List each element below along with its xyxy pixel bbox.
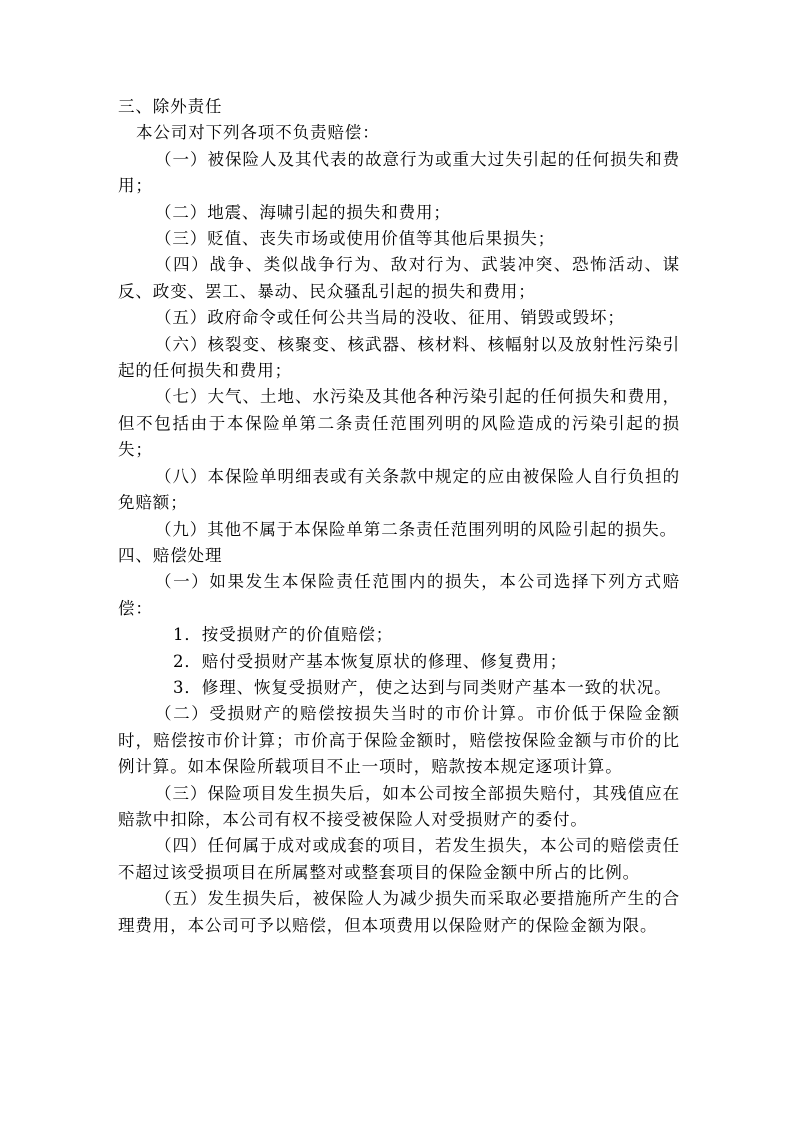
section-heading-exclusions: 三、除外责任 <box>118 97 223 116</box>
exclusion-item: （二）地震、海啸引起的损失和费用； <box>155 202 451 222</box>
exclusion-item: （一）被保险人及其代表的故意行为或重大过失引起的任何损失和费用； <box>118 149 680 196</box>
exclusion-item: （九）其他不属于本保险单第二条责任范围列明的风险引起的损失。 <box>155 519 677 539</box>
claims-clause: （三）保险项目发生损失后，如本公司按全部损失赔付，其残值应在赔款中扣除，本公司有权不接受被保险人对受损财产的委付。 <box>118 783 680 829</box>
claims-subitem: 3．修理、恢复受损财产，使之达到与同类财产基本一致的状况。 <box>173 677 672 697</box>
claims-clause: （一）如果发生本保险责任范围内的损失，本公司选择下列方式赔偿： <box>118 572 680 618</box>
exclusion-item: （四）战争、类似战争行为、敌对行为、武装冲突、恐怖活动、谋反、政变、罢工、暴动、民众骚乱引起的损失和费用； <box>118 255 680 301</box>
document-page <box>118 94 680 939</box>
exclusion-item: （三）贬值、丧失市场或使用价值等其他后果损失； <box>155 229 556 249</box>
exclusion-item: （七）大气、土地、水污染及其他各种污染引起的任何损失和费用，但不包括由于本保险单第二条责任范围列明的风险造成的污染引起的损失； <box>118 387 680 460</box>
claims-clause: （五）发生损失后，被保险人为减少损失而采取必要措施所产生的合理费用，本公司可予以赔偿，但本项费用以保险财产的保险金额为限。 <box>118 889 680 935</box>
claims-subitem: 1．按受损财产的价值赔偿； <box>173 625 394 645</box>
exclusion-item: （八）本保险单明细表或有关条款中规定的应由被保险人自行负担的免赔额； <box>118 466 680 513</box>
exclusion-item: （六）核裂变、核聚变、核武器、核材料、核幅射以及放射性污染引起的任何损失和费用； <box>118 334 680 381</box>
section-heading-claims: 四、赔偿处理 <box>118 545 223 565</box>
exclusions-intro: 本公司对下列各项不负责赔偿： <box>136 123 380 143</box>
claims-clause: （二）受损财产的赔偿按损失当时的市价计算。市价低于保险金额时，赔偿按市价计算；市价高于保险金额时，赔偿按保险金额与市价的比例计算。如本保险所载项目不止一项时，赔款按本规定逐项计算。 <box>118 704 680 777</box>
claims-clause: （四）任何属于成对或成套的项目，若发生损失，本公司的赔偿责任不超过该受损项目在所属整对或整套项目的保险金额中所占的比例。 <box>118 836 680 882</box>
claims-subitem: 2．赔付受损财产基本恢复原状的修理、修复费用； <box>173 651 568 671</box>
exclusion-item: （五）政府命令或任何公共当局的没收、征用、销毁或毁坏； <box>155 308 625 328</box>
